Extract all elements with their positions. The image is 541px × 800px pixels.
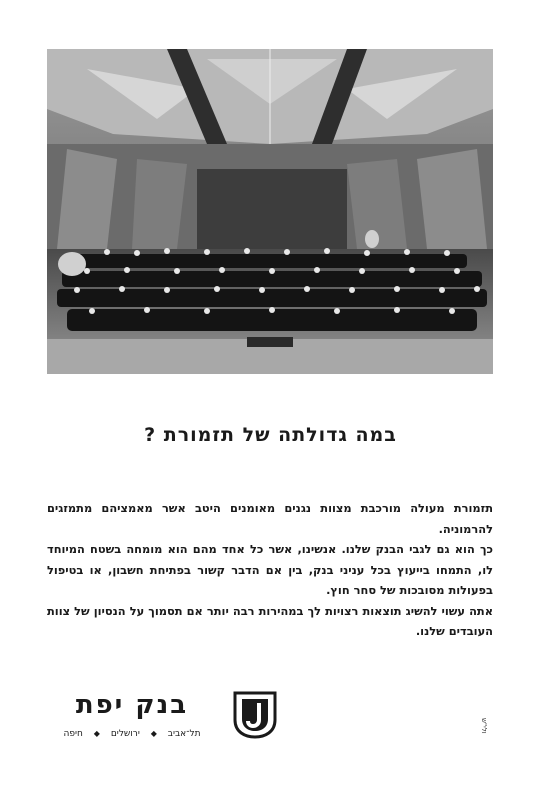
bank-monogram-icon [232,690,278,740]
city-tel-aviv: תל־אביב [167,729,201,739]
branch-cities [40,729,224,739]
body-paragraph: אתה עשוי להשיג תוצאות רצויות לך במהירות רבה יותר אם תסמוך על הנסיון של צוות העובדים שלנו. [47,603,493,638]
city-jerusalem: ירושלים [110,729,140,739]
headline: במה גדולתה של תזמורת ? [144,424,397,446]
city-haifa: חיפה [63,729,83,739]
bullet-icon: ◆ [150,729,157,738]
designer-credit: ולי"ש [480,718,488,734]
body-paragraph: תזמורת מעולה מורכבת מצוות נגנים מאומנים היטב אשר מאמציהם מתמזגים להרמוניה. [47,501,493,536]
bullet-icon: ◆ [93,729,100,738]
body-copy [47,498,493,642]
bank-name: בנק יפת [75,690,189,720]
orchestra-photo [47,49,493,374]
body-paragraph: כך הוא גם לגבי הבנק שלנו. אנשינו, אשר כל אחד מהם הוא מומחה בשטח המיוחד לו, התמחו בייעוץ בכל עניני בנק, בין אם הדבר קשור בפתיחת חשבון, או בטיפול בפעולות מסובכות של סחר חוץ. [47,542,493,597]
